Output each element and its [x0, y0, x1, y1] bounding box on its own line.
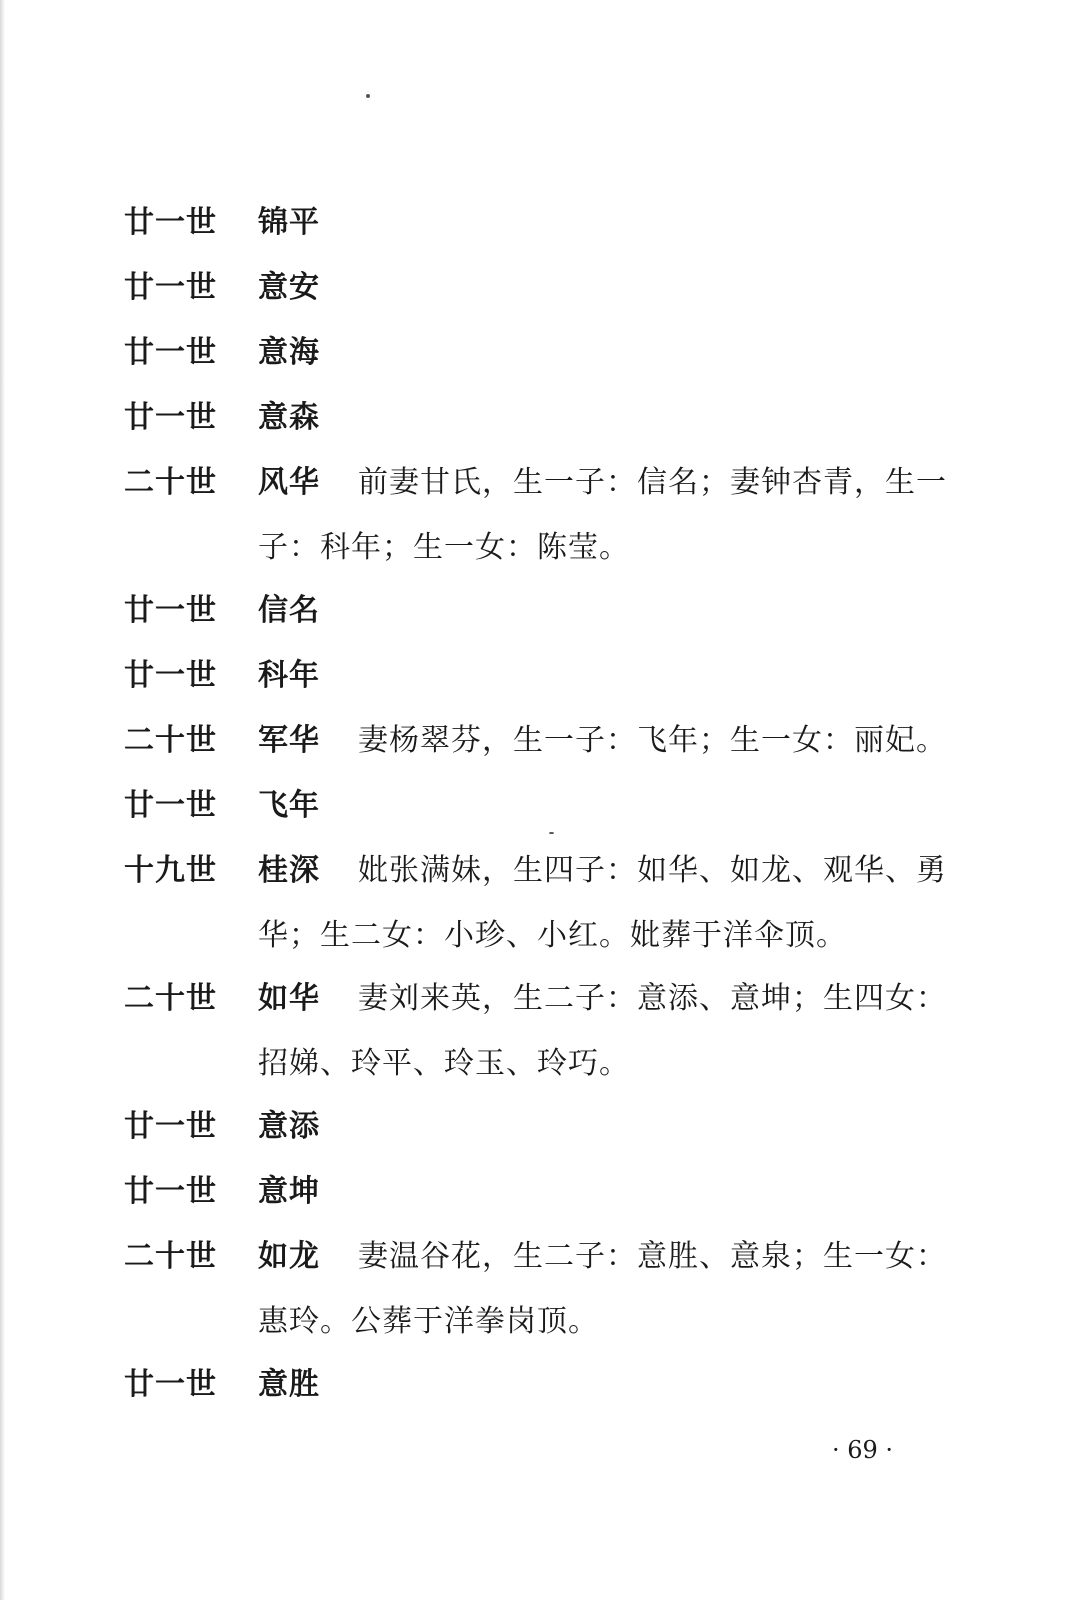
generation-label: 廿一世 [124, 1367, 217, 1402]
genealogy-entry [124, 1352, 954, 1417]
scan-speck [366, 94, 370, 98]
person-description: 妻杨翠芬，生一子：飞年；生一女：丽妃。 [358, 723, 947, 758]
generation-label: 廿一世 [124, 658, 217, 693]
genealogy-entry [124, 1224, 954, 1354]
generation-label: 廿一世 [124, 1174, 217, 1209]
genealogy-entry [124, 773, 954, 838]
genealogy-entry [124, 643, 954, 708]
person-name: 飞年 [258, 788, 320, 823]
person-name: 军华 [258, 723, 320, 758]
generation-label: 二十世 [124, 723, 217, 758]
person-name: 意海 [258, 335, 320, 370]
generation-label: 廿一世 [124, 335, 217, 370]
description-continuation: 惠玲。公葬于洋拳岗顶。 [258, 1304, 599, 1339]
person-name: 意添 [258, 1109, 320, 1144]
description-continuation: 子：科年；生一女：陈莹。 [258, 530, 630, 565]
generation-label: 二十世 [124, 1239, 217, 1274]
person-description: 妻刘来英，生二子：意添、意坤；生四女： [358, 981, 947, 1016]
genealogy-entry [124, 1159, 954, 1224]
scan-edge [0, 0, 5, 1600]
person-name: 意安 [258, 270, 320, 305]
person-description: 前妻甘氏，生一子：信名；妻钟杏青，生一 [358, 465, 947, 500]
generation-label: 十九世 [124, 853, 217, 888]
person-description: 妻温谷花，生二子：意胜、意泉；生一女： [358, 1239, 947, 1274]
genealogy-entry [124, 578, 954, 643]
genealogy-entry [124, 320, 954, 385]
description-continuation: 华；生二女：小珍、小红。妣葬于洋伞顶。 [258, 918, 847, 953]
generation-label: 廿一世 [124, 400, 217, 435]
person-name: 风华 [258, 465, 320, 500]
page-number: · 69 · [832, 1436, 894, 1464]
genealogy-entry [124, 966, 954, 1096]
genealogy-entry [124, 838, 954, 968]
person-name: 信名 [258, 593, 320, 628]
genealogy-entry [124, 450, 954, 580]
generation-label: 二十世 [124, 981, 217, 1016]
generation-label: 廿一世 [124, 788, 217, 823]
description-continuation: 招娣、玲平、玲玉、玲巧。 [258, 1046, 630, 1081]
genealogy-entry [124, 708, 954, 773]
generation-label: 廿一世 [124, 593, 217, 628]
person-name: 桂深 [258, 853, 320, 888]
genealogy-entry [124, 190, 954, 255]
generation-label: 廿一世 [124, 1109, 217, 1144]
person-name: 如龙 [258, 1239, 320, 1274]
genealogy-entry [124, 255, 954, 320]
person-name: 科年 [258, 658, 320, 693]
person-name: 意森 [258, 400, 320, 435]
genealogy-entry [124, 385, 954, 450]
generation-label: 廿一世 [124, 205, 217, 240]
genealogy-entry [124, 1094, 954, 1159]
person-description: 妣张满妹，生四子：如华、如龙、观华、勇 [358, 853, 947, 888]
person-name: 意胜 [258, 1367, 320, 1402]
person-name: 锦平 [258, 205, 320, 240]
person-name: 意坤 [258, 1174, 320, 1209]
generation-label: 二十世 [124, 465, 217, 500]
person-name: 如华 [258, 981, 320, 1016]
generation-label: 廿一世 [124, 270, 217, 305]
